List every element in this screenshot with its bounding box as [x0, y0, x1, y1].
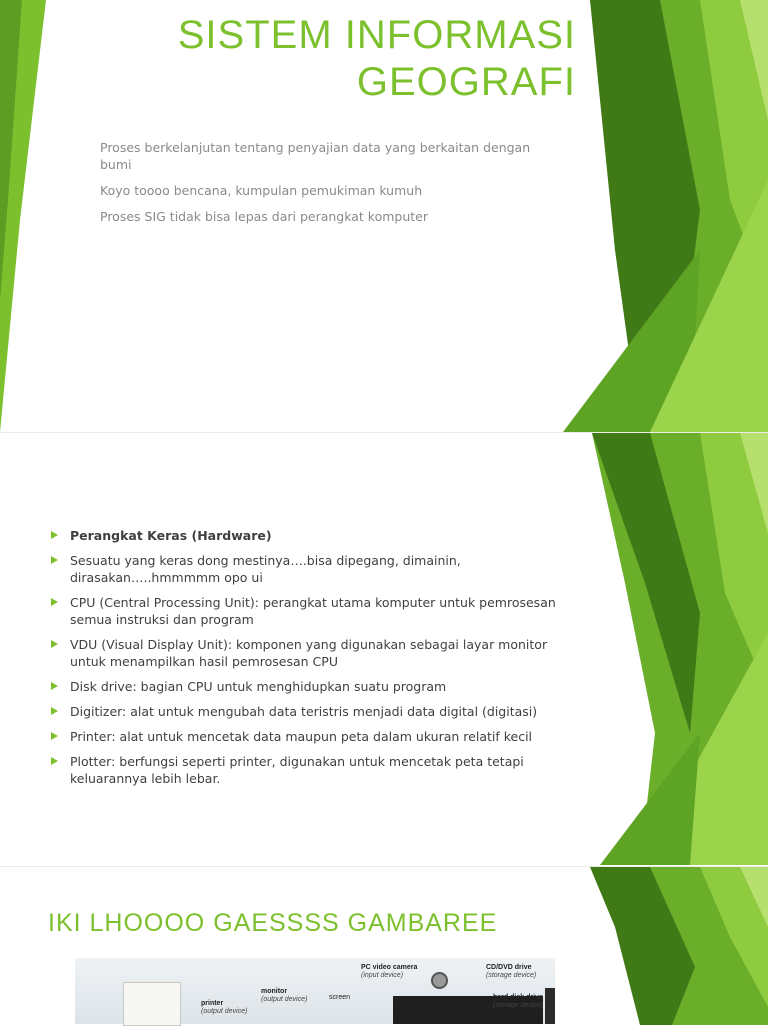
- slide-1: [0, 0, 768, 432]
- bullet-text: VDU (Visual Display Unit): komponen yang digunakan sebagai layar monitor untuk menampilkan hasil pemrosesan CPU: [70, 637, 548, 669]
- title-line-2: GEOGRAFI: [356, 60, 576, 104]
- bullet-item: [48, 636, 568, 670]
- bullet-text: Sesuatu yang keras dong mestinya….bisa dipegang, dimainin, dirasakan…..hmmmmm opo ui: [70, 553, 461, 585]
- bullet-item: [48, 753, 568, 787]
- component-list: [48, 527, 568, 795]
- list-item: Proses berkelanjutan tentang penyajian data yang berkaitan dengan bumi: [100, 140, 531, 172]
- bullet-item: [48, 703, 568, 720]
- title-line-1: SISTEM INFORMASI: [177, 13, 576, 57]
- hdd-label: hard disk drive (storage device): [493, 994, 544, 1009]
- bullet-arrow-icon: [51, 556, 58, 564]
- bullet-arrow-icon: [51, 598, 58, 606]
- list-item: Koyo toooo bencana, kumpulan pemukiman kumuh: [100, 183, 423, 198]
- bullet-text: Disk drive: bagian CPU untuk menghidupkan suatu program: [70, 679, 447, 694]
- bullet-arrow-icon: [51, 531, 58, 539]
- monitor-label: monitor (output device): [261, 988, 308, 1003]
- bullet-arrow-icon: [51, 707, 58, 715]
- bullet-arrow-icon: [51, 757, 58, 765]
- slide-3-title: IKI LHOOOO GAESSSS GAMBAREE: [48, 909, 498, 937]
- bullet-text: Printer: alat untuk mencetak data maupun peta dalam ukuran relatif kecil: [70, 729, 533, 744]
- printer-label: printer (output device): [201, 1000, 248, 1015]
- bullet-item: [48, 594, 568, 628]
- intro-list: [100, 139, 560, 234]
- slide-2: [0, 432, 768, 865]
- bullet-item: [48, 552, 568, 586]
- tower-image: [545, 988, 555, 1024]
- bullet-item: [48, 527, 568, 544]
- camera-image: [431, 972, 448, 989]
- list-item: Proses SIG tidak bisa lepas dari perangkat komputer: [100, 209, 428, 224]
- hardware-illustration: [75, 958, 555, 1024]
- bullet-arrow-icon: [51, 682, 58, 690]
- bullet-text: CPU (Central Processing Unit): perangkat utama komputer untuk pemrosesan semua instruksi dan program: [70, 595, 556, 627]
- bullet-text: Digitizer: alat untuk mengubah data teristris menjadi data digital (digitasi): [70, 704, 538, 719]
- printer-image: [123, 982, 181, 1026]
- camera-label: PC video camera (input device): [361, 964, 418, 979]
- cd-label: CD/DVD drive (storage device): [486, 964, 537, 979]
- bullet-item: [48, 728, 568, 745]
- screen-label: screen: [329, 994, 351, 1001]
- bullet-arrow-icon: [51, 640, 58, 648]
- bullet-text: Plotter: berfungsi seperti printer, digunakan untuk mencetak peta tetapi keluarannya lebih lebar.: [70, 754, 524, 786]
- slide-1-title: [178, 12, 576, 106]
- bullet-item: [48, 678, 568, 695]
- bullet-arrow-icon: [51, 732, 58, 740]
- bullet-text: Perangkat Keras (Hardware): [70, 528, 272, 543]
